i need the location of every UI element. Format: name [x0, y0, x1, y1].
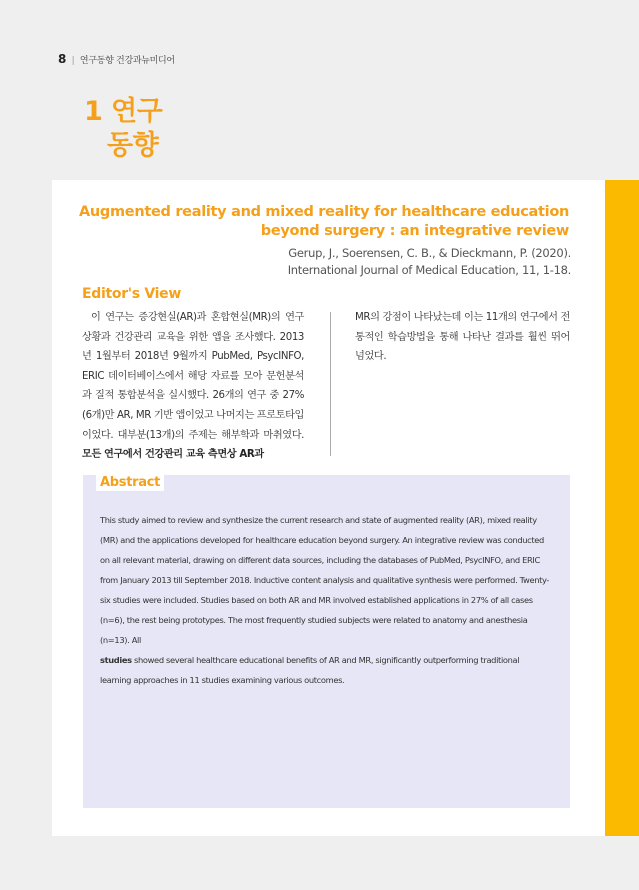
section-title: [84, 95, 162, 163]
page-number: 8: [58, 52, 67, 66]
header-separator: |: [71, 56, 75, 66]
editors-view-left-column: [82, 308, 304, 465]
abstract-label: Abstract: [96, 474, 164, 491]
article-title: [69, 203, 569, 241]
citation-line1: Gerup, J., Soerensen, C. B., & Dieckmann, P. (2020).: [288, 246, 571, 260]
abstract-text-bold: studies: [100, 655, 132, 665]
abstract-text: [100, 510, 552, 690]
article-title-line1: Augmented reality and mixed reality for healthcare education: [78, 204, 569, 220]
section-title-line1: 1 연구: [84, 96, 163, 127]
editors-view-left-text: 이 연구는 증강현실(AR)과 혼합현실(MR)의 연구상황과 건강관리 교육을 위한 앱을 조사했다. 2013년 1월부터 2018년 9월까지 PubMed, PsycINFO, ERIC 데이터베이스에서 해당 자료를 모아 문헌분석과 질적 통합분석을 실시했다. 26개의 연구 중 27%(6개)만 AR, MR 기반 앱이었고 나머지는 프로토타입이었다. 대부분(13개)의 주제는 해부학과 마취였다.: [82, 312, 304, 441]
article-citation: [71, 245, 571, 279]
editors-view-right-column: [355, 308, 570, 367]
citation-line2: International Journal of Medical Education, 11, 1-18.: [287, 263, 571, 277]
article-title-line2: beyond surgery : an integrative review: [260, 223, 569, 239]
section-title-line2: 동향: [107, 130, 159, 161]
editors-view-heading: Editor's View: [82, 286, 182, 302]
publication-name: 연구동향 건강과뉴미디어: [79, 56, 175, 66]
accent-sidebar: [605, 180, 639, 836]
column-divider: [330, 312, 331, 456]
abstract-text-end: showed several healthcare educational benefits of AR and MR, significantly outperforming traditional learning approaches in 11 studies examining various outcomes.: [100, 655, 520, 685]
running-header: [58, 52, 175, 66]
editors-view-left-last: 모든 연구에서 건강관리 교육 측면상 AR과: [82, 449, 264, 461]
editors-view-right-text: MR의 강점이 나타났는데 이는 11개의 연구에서 전통적인 학습방법을 통해 나타난 결과를 훨씬 뛰어넘었다.: [355, 312, 570, 363]
abstract-text-main: This study aimed to review and synthesize the current research and state of augmented reality (AR), mixed reality (MR) and the applications developed for healthcare education beyond surgery. An integrative review was conducted on all relevant material, drawing on different data sources, including the databases of PubMed, PsycINFO, and ERIC from January 2013 till September 2018. Inductive content analysis and qualitative synthesis were performed. Twenty-six studies were included. Studies based on both AR and MR involved established applications in 27% of all cases (n=6), the rest being prototypes. The most frequently studied subjects were related to anatomy and anesthesia (n=13). All: [100, 515, 550, 645]
